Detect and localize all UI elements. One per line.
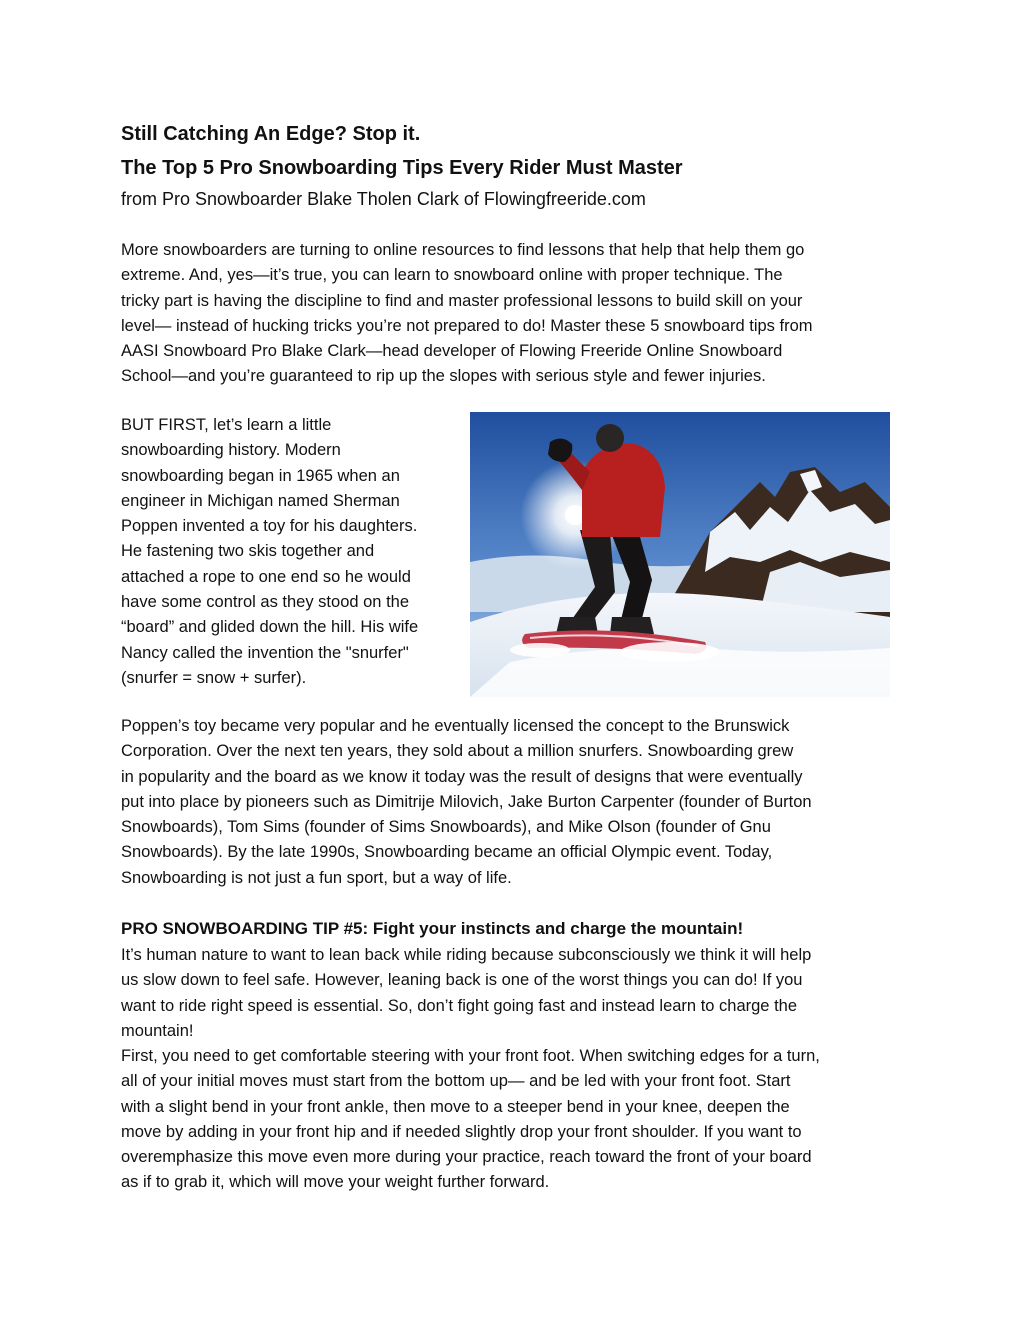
history-line: Poppen invented a toy for his daughters. xyxy=(121,517,418,536)
steering-line: all of your initial moves must start from the bottom up— and be led with your front foot. Start xyxy=(121,1072,791,1091)
popularity-line: Snowboards), Tom Sims (founder of Sims Snowboards), and Mike Olson (founder of Gnu xyxy=(121,818,771,837)
steering-line: as if to grab it, which will move your weight further forward. xyxy=(121,1173,550,1192)
steering-paragraph xyxy=(121,1044,911,1196)
steering-line: First, you need to get comfortable steering with your front foot. When switching edges for a turn, xyxy=(121,1047,820,1065)
intro-line: AASI Snowboard Pro Blake Clark—head developer of Flowing Freeride Online Snowboard xyxy=(121,342,783,361)
popularity-paragraph xyxy=(121,714,911,891)
popularity-line: Corporation. Over the next ten years, they sold about a million snurfers. Snowboarding grew xyxy=(121,742,794,761)
history-line: “board” and glided down the hill. His wife xyxy=(121,618,419,637)
title-line-2: The Top 5 Pro Snowboarding Tips Every Rider Must Master xyxy=(121,157,683,179)
history-line: snowboarding began in 1965 when an xyxy=(121,466,400,485)
popularity-line: Poppen’s toy became very popular and he eventually licensed the concept to the Brunswick xyxy=(121,717,790,735)
byline: from Pro Snowboarder Blake Tholen Clark of Flowingfreeride.com xyxy=(121,189,646,209)
intro-paragraph xyxy=(121,238,911,390)
history-line: attached a rope to one end so he would xyxy=(121,567,411,586)
tip5-line: us slow down to feel safe. However, leaning back is one of the worst things you can do! If you xyxy=(121,971,803,990)
popularity-line: Snowboards). By the late 1990s, Snowboarding became an official Olympic event. Today, xyxy=(121,843,773,862)
history-line: have some control as they stood on the xyxy=(121,593,410,612)
tip5-line: want to ride right speed is essential. So, don’t fight going fast and instead learn to charge the xyxy=(121,996,798,1015)
intro-line: More snowboarders are turning to online resources to find lessons that help that help them go xyxy=(121,241,805,259)
intro-line: tricky part is having the discipline to find and master professional lessons to build skill on your xyxy=(121,291,803,310)
popularity-line: Snowboarding is not just a fun sport, but a way of life. xyxy=(121,868,512,887)
popularity-line: put into place by pioneers such as Dimitrije Milovich, Jake Burton Carpenter (founder of Burton xyxy=(121,792,812,811)
tip5-line: mountain! xyxy=(121,1021,194,1040)
history-paragraph xyxy=(121,413,461,691)
intro-line: level— instead of hucking tricks you’re not prepared to do! Master these 5 snowboard tips from xyxy=(121,316,813,335)
title-line-1: Still Catching An Edge? Stop it. xyxy=(121,123,421,145)
steering-line: overemphasize this move even more during your practice, reach toward the front of your board xyxy=(121,1148,812,1167)
steering-line: move by adding in your front hip and if needed slightly drop your front shoulder. If you want to xyxy=(121,1122,802,1141)
tip5-heading: PRO SNOWBOARDING TIP #5: Fight your instincts and charge the mountain! xyxy=(121,919,744,938)
tip5-paragraph xyxy=(121,943,911,1044)
steering-line: with a slight bend in your front ankle, then move to a steeper bend in your knee, deepen the xyxy=(121,1097,790,1116)
history-line: BUT FIRST, let’s learn a little xyxy=(121,416,332,434)
history-line: (snurfer = snow + surfer). xyxy=(121,668,307,687)
intro-line: extreme. And, yes—it’s true, you can learn to snowboard online with proper technique. The xyxy=(121,266,783,285)
popularity-line: in popularity and the board as we know it today was the result of designs that were eventually xyxy=(121,767,803,786)
history-line: snowboarding history. Modern xyxy=(121,441,341,460)
history-line: Nancy called the invention the "snurfer" xyxy=(121,643,409,662)
history-line: engineer in Michigan named Sherman xyxy=(121,491,400,510)
intro-line: School—and you’re guaranteed to rip up the slopes with serious style and fewer injuries. xyxy=(121,367,766,386)
tip5-line: It’s human nature to want to lean back while riding because subconsciously we think it will help xyxy=(121,946,812,964)
history-line: He fastening two skis together and xyxy=(121,542,375,561)
snowboarder-photo xyxy=(470,412,890,697)
